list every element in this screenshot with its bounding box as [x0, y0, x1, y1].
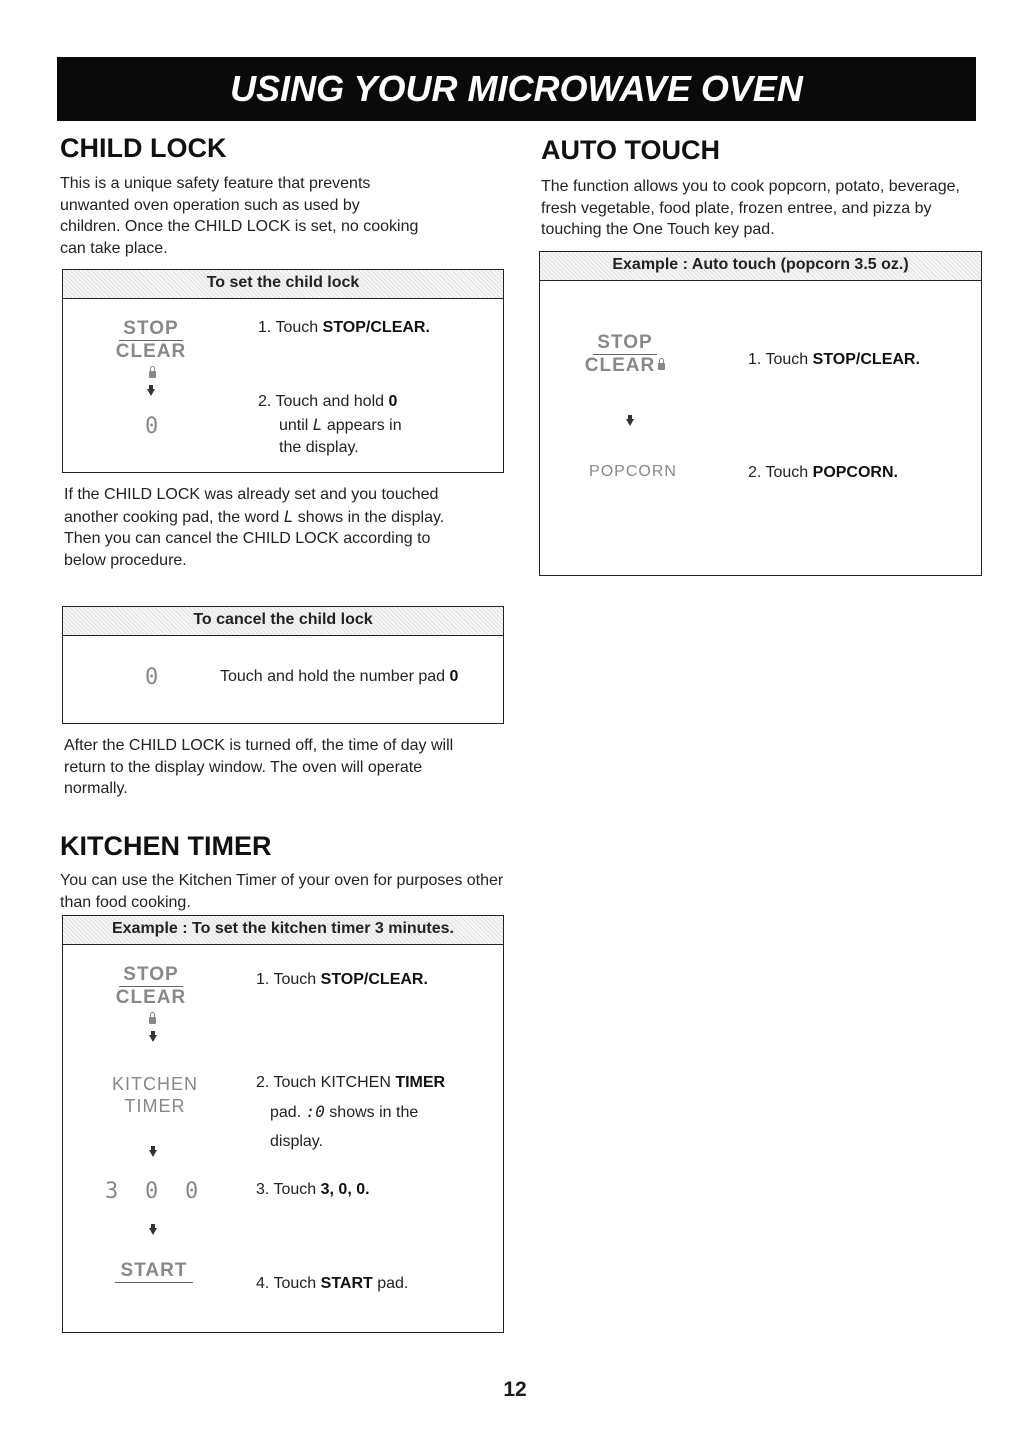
set-child-lock-box	[62, 269, 504, 473]
timer-step-4: 4. Touch START pad.	[256, 1275, 409, 1292]
child-lock-after-para: After the CHILD LOCK is turned off, the time of day will return to the display window. The oven will operate normally.	[64, 737, 454, 797]
child-lock-heading: CHILD LOCK	[60, 133, 227, 163]
auto-step-2: 2. Touch POPCORN.	[748, 464, 898, 481]
auto-touch-intro: The function allows you to cook popcorn, potato, beverage, fresh vegetable, food plate, frozen entree, and pizza by touching the One Touch key pad.	[541, 178, 960, 238]
zero-key: 0	[145, 665, 159, 690]
timer-step-1: 1. Touch STOP/CLEAR.	[256, 971, 428, 988]
stop-clear-key: STOP CLEAR	[111, 318, 191, 385]
down-arrow-icon	[149, 1150, 157, 1157]
set-step-2-line-3: the display.	[279, 439, 359, 456]
timer-step-3: 3. Touch 3, 0, 0.	[256, 1181, 370, 1198]
auto-touch-title: Example : Auto touch (popcorn 3.5 oz.)	[540, 252, 981, 281]
set-step-1: 1. Touch STOP/CLEAR.	[258, 319, 430, 336]
timer-step-2-line-3: display.	[270, 1133, 324, 1150]
cancel-child-lock-title: To cancel the child lock	[63, 607, 503, 636]
zero-key: 0	[145, 414, 159, 439]
auto-touch-heading: AUTO TOUCH	[541, 135, 721, 165]
cancel-child-lock-box	[62, 606, 504, 724]
down-arrow-icon	[149, 1228, 157, 1235]
down-arrow-icon	[149, 1035, 157, 1042]
lock-icon	[658, 363, 665, 370]
popcorn-key: POPCORN	[589, 463, 677, 480]
display-glyph: L	[283, 506, 294, 526]
auto-touch-box	[539, 251, 982, 576]
start-key: START	[109, 1260, 199, 1283]
timer-step-2-line-2: pad. :0 shows in the	[270, 1102, 419, 1121]
page-banner: USING YOUR MICROWAVE OVEN	[57, 57, 976, 121]
display-glyph: :0	[305, 1102, 325, 1121]
kitchen-timer-title: Example : To set the kitchen timer 3 minutes.	[63, 916, 503, 945]
kitchen-timer-key: KITCHEN TIMER	[111, 1074, 198, 1116]
page-number: 12	[503, 1378, 527, 1401]
kitchen-timer-heading: KITCHEN TIMER	[60, 831, 272, 861]
digit-key-3: 3	[105, 1179, 119, 1204]
digit-key-0: 0	[185, 1179, 199, 1204]
display-glyph: L	[312, 415, 323, 434]
lock-icon	[149, 1017, 156, 1024]
cancel-step: Touch and hold the number pad 0	[220, 668, 459, 685]
child-lock-intro: This is a unique safety feature that prevents unwanted oven operation such as used by children. Once the CHILD LOCK is set, no cooking can take place.	[60, 175, 419, 257]
lock-icon	[149, 371, 156, 378]
set-step-2-line-2: until L appears in	[279, 415, 402, 434]
set-child-lock-title: To set the child lock	[63, 270, 503, 299]
down-arrow-icon	[147, 389, 155, 396]
child-lock-middle-para: If the CHILD LOCK was already set and you touched another cooking pad, the word L shows in the display. Then you can cancel the CHILD LOCK according to below procedure.	[64, 486, 445, 569]
stop-clear-key: STOP CLEAR	[111, 964, 191, 1031]
set-step-2: 2. Touch and hold 0	[258, 393, 398, 410]
stop-clear-key: STOP CLEAR	[582, 332, 668, 377]
down-arrow-icon	[626, 419, 634, 426]
digit-key-0: 0	[145, 1179, 159, 1204]
auto-step-1: 1. Touch STOP/CLEAR.	[748, 351, 920, 368]
kitchen-timer-box	[62, 915, 504, 1333]
kitchen-timer-intro: You can use the Kitchen Timer of your oven for purposes other than food cooking.	[60, 872, 504, 911]
timer-step-2: 2. Touch KITCHEN TIMER	[256, 1074, 446, 1091]
